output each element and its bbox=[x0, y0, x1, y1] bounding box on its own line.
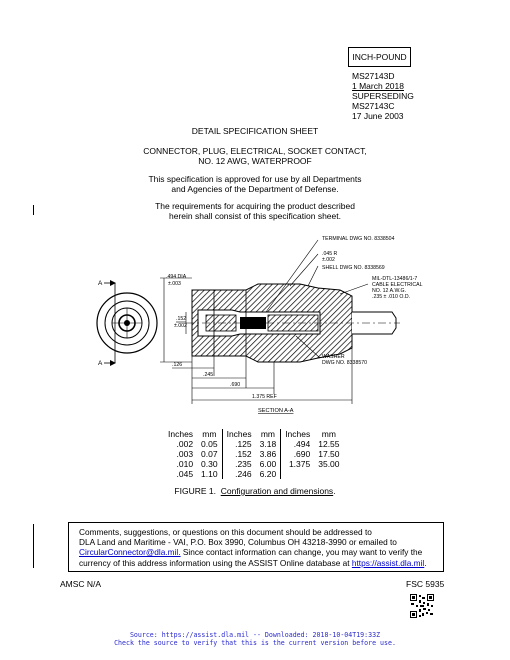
table-cell: 0.30 bbox=[201, 459, 218, 469]
connector-title-line2: NO. 12 AWG, WATERPROOF bbox=[198, 156, 312, 166]
table-cell bbox=[281, 469, 315, 479]
table-cell: 6.00 bbox=[259, 459, 277, 469]
source-line2: Check the source to verify that this is the current version before use. bbox=[114, 639, 396, 647]
table-cell: 0.05 bbox=[201, 439, 218, 449]
approval-line2: and Agencies of the Department of Defense. bbox=[171, 184, 339, 194]
table-cell: 35.00 bbox=[318, 459, 340, 469]
table-cell: 0.07 bbox=[201, 449, 218, 459]
table-cell: 3.86 bbox=[259, 449, 277, 459]
table-cell: .003 bbox=[176, 449, 194, 459]
section-view bbox=[186, 284, 400, 362]
table-cell: 6.20 bbox=[259, 469, 277, 479]
assist-link[interactable]: https://assist.dla.mil bbox=[351, 557, 425, 568]
table-row bbox=[164, 469, 344, 479]
washer-dwg-label: DWG NO. 8338570 bbox=[322, 360, 367, 366]
table-header-row bbox=[164, 429, 344, 439]
dim-245: .245 bbox=[203, 372, 214, 378]
requirements-line2: herein shall consist of this specification sheet. bbox=[169, 211, 341, 221]
approval-line1: This specification is approved for use by all Departments bbox=[148, 174, 362, 184]
comments-line2: DLA Land and Maritime - VAI, P.O. Box 3990, Columbus OH 43218-3990 or emailed to bbox=[79, 537, 397, 548]
table-header: mm bbox=[321, 429, 336, 439]
dim-126: .126 bbox=[172, 362, 183, 368]
revision-bar bbox=[33, 524, 34, 568]
table-cell: .010 bbox=[176, 459, 194, 469]
table-cell: .690 bbox=[281, 449, 315, 459]
table-row bbox=[164, 439, 344, 449]
table-header: Inches bbox=[168, 429, 194, 439]
dim-690: .690 bbox=[230, 382, 241, 388]
table-cell: .045 bbox=[176, 469, 194, 479]
comments-line1: Comments, suggestions, or questions on this document should be addressed to bbox=[79, 527, 372, 537]
email-link[interactable]: CircularConnector@dla.mil. bbox=[79, 547, 181, 558]
figure-caption-text: Configuration and dimensions bbox=[220, 486, 334, 496]
comments-line3-rest: Since contact information can change, you may want to verify the bbox=[180, 547, 423, 558]
radius-tolerance: ±.002 bbox=[322, 257, 335, 263]
document-identifier bbox=[352, 71, 414, 121]
figure-period: . bbox=[333, 486, 336, 496]
table-cell: 17.50 bbox=[318, 449, 340, 459]
table-cell: .125 bbox=[222, 439, 256, 449]
bore-tolerance: ±.002 bbox=[174, 323, 187, 329]
doc-date: 1 March 2018 bbox=[352, 81, 404, 91]
table-cell: .494 bbox=[281, 439, 315, 449]
requirements-line1: The requirements for acquiring the product described bbox=[155, 201, 355, 211]
connector-title-line1: CONNECTOR, PLUG, ELECTRICAL, SOCKET CONTACT, bbox=[143, 146, 367, 156]
diameter-label: .494 DIA bbox=[166, 274, 187, 280]
connector-section-drawing bbox=[0, 228, 510, 420]
comments-box bbox=[68, 522, 444, 572]
amsc-label: AMSC N/A bbox=[60, 579, 102, 589]
end-view bbox=[97, 280, 157, 366]
comments-line4 bbox=[79, 558, 443, 568]
table-row bbox=[164, 449, 344, 459]
superseding-label: SUPERSEDING bbox=[352, 91, 414, 101]
table-header: Inches bbox=[281, 429, 315, 439]
figure-caption bbox=[0, 486, 510, 496]
table-header: mm bbox=[202, 429, 217, 439]
table-cell: 12.55 bbox=[318, 439, 340, 449]
table-cell: .235 bbox=[222, 459, 256, 469]
inch-pound-label: INCH-POUND bbox=[352, 52, 407, 62]
previous-doc-number: MS27143C bbox=[352, 101, 395, 111]
comments-line4-end: . bbox=[424, 557, 427, 568]
source-line1: Source: https://assist.dla.mil -- Downloaded: 2018-10-04T19:33Z bbox=[129, 631, 381, 639]
table-cell: .246 bbox=[222, 469, 256, 479]
comments-line3 bbox=[79, 547, 443, 557]
comments-line4-start: currency of this address information using the ASSIST Online database at bbox=[79, 557, 352, 568]
doc-number: MS27143D bbox=[352, 71, 395, 81]
table-cell: .002 bbox=[176, 439, 194, 449]
sheet-title: DETAIL SPECIFICATION SHEET bbox=[191, 126, 319, 136]
table-row bbox=[164, 459, 344, 469]
shell-label: SHELL DWG NO. 8338569 bbox=[322, 265, 385, 271]
section-mark-bottom: A bbox=[98, 360, 103, 367]
table-header: mm bbox=[260, 429, 275, 439]
table-cell: 1.10 bbox=[201, 469, 218, 479]
cable-label-1: MIL-DTL-13486/1-7 bbox=[372, 276, 418, 282]
bore-label: .152 bbox=[176, 316, 187, 322]
section-label: SECTION A-A bbox=[258, 408, 294, 414]
qr-code-icon bbox=[410, 594, 434, 618]
section-mark-top: A bbox=[98, 280, 103, 287]
diameter-tolerance: ±.003 bbox=[168, 281, 181, 287]
table-cell: 1.375 bbox=[281, 459, 315, 469]
cable-label-4: .235 ± .010 O.D. bbox=[372, 294, 411, 300]
fsc-label: FSC 5935 bbox=[406, 579, 445, 589]
cable-label-2: CABLE ELECTRICAL bbox=[372, 282, 423, 288]
previous-doc-date: 17 June 2003 bbox=[352, 111, 404, 121]
table-header: Inches bbox=[222, 429, 256, 439]
figure-label: FIGURE 1. bbox=[174, 486, 216, 496]
terminal-label: TERMINAL DWG NO. 8338504 bbox=[322, 236, 395, 242]
washer-label: WASHER bbox=[322, 354, 345, 360]
cable-label-3: NO. 12 A.W.G. bbox=[372, 288, 407, 294]
conversion-table bbox=[164, 429, 344, 479]
radius-label: .045 R bbox=[322, 251, 338, 257]
table-cell: 3.18 bbox=[259, 439, 277, 449]
inch-pound-box bbox=[348, 47, 411, 67]
table-cell: .152 bbox=[222, 449, 256, 459]
dim-ref: 1.375 REF bbox=[252, 394, 277, 400]
table-cell bbox=[314, 469, 343, 479]
